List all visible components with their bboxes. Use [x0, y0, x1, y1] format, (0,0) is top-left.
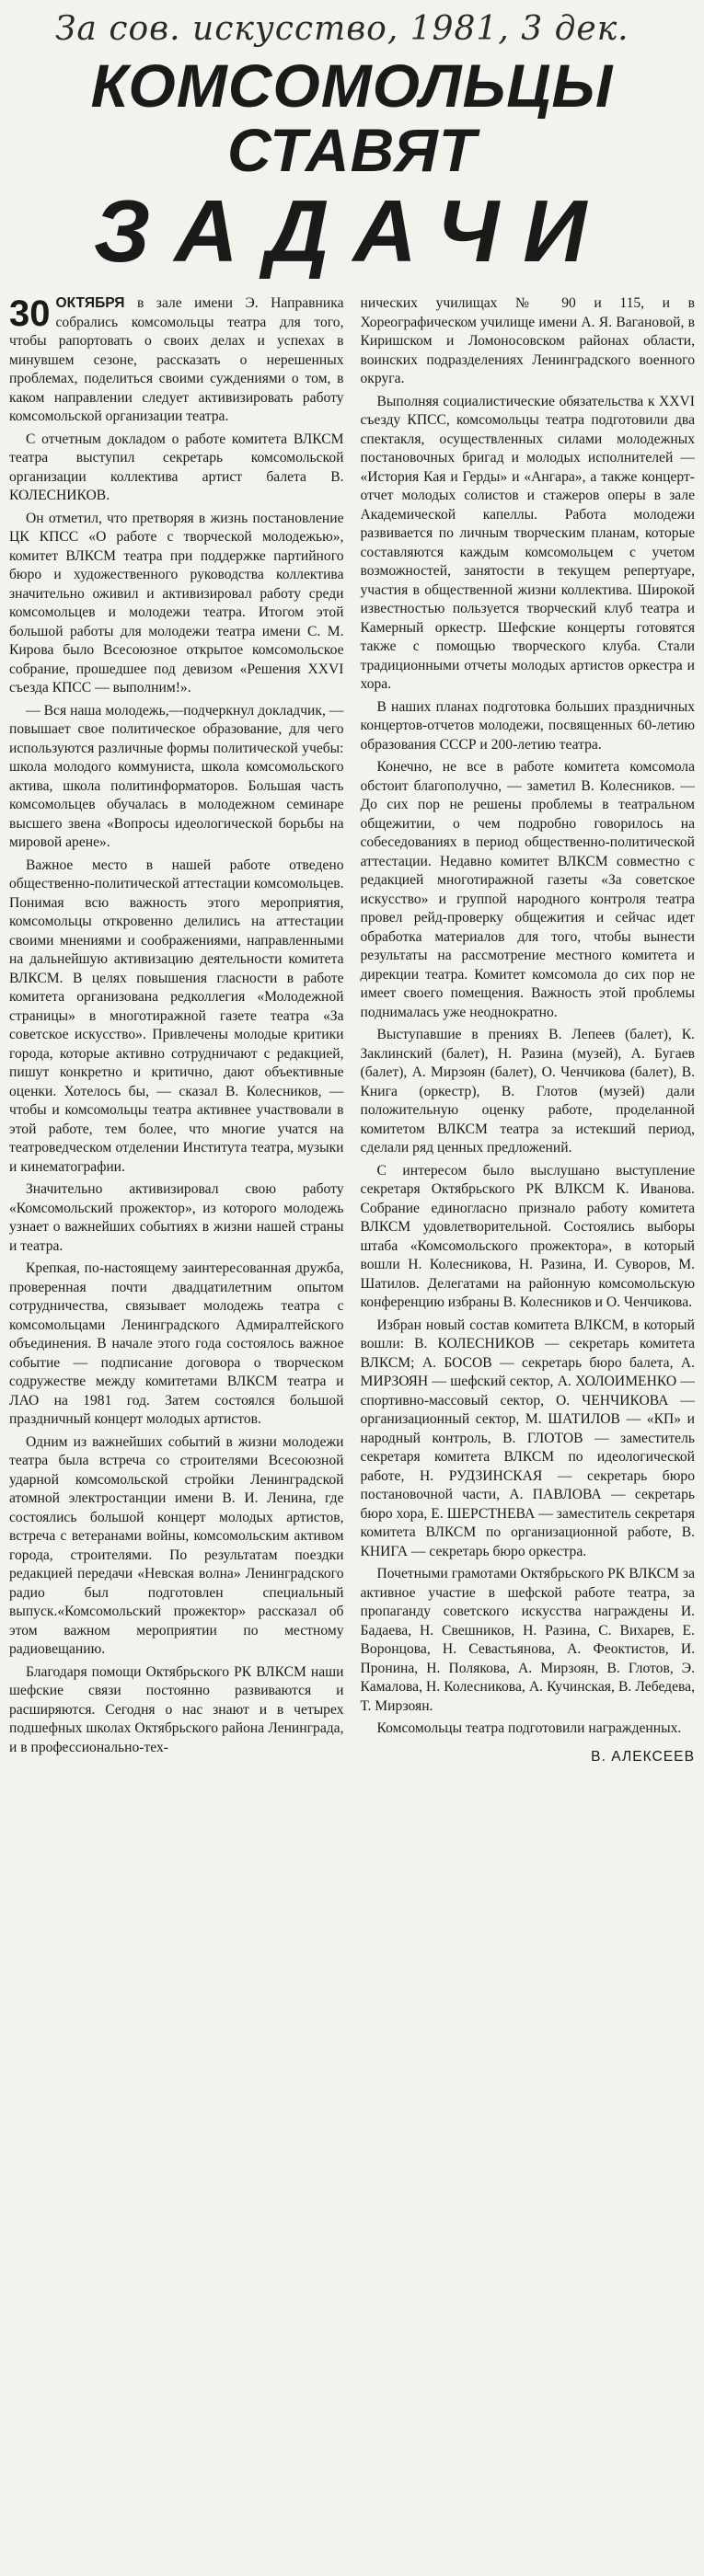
article-paragraph: Важное место в нашей работе отведено общественно-политической аттестации комсомольцев. Понимая всю важность этого мероприятия, комсомольцы откровенно делились на аттестации своими мнениями и соображениями, направленными на дальнейшую активизацию деятельности комитета ВЛКСМ. В целях повышения гласности в работе комитета организована редколлегия «Молодежной страницы» в многотиражной газете театра «За советское искусство». Привлечены молодые критики города, которые активно сотрудничают с редакцией, пишут конкретно и критично, дают объективные оценки. Хотелось бы, — сказал В. Колесников, — чтобы и комсомольцы театра активнее участвовали в этой работе, тем более, что многие учатся на театроведческом отделении Института театра, музыки и кинематографии. [9, 857, 344, 1175]
article-paragraph: С отчетным докладом о работе комитета ВЛКСМ театра выступил секретарь комсомольской организации коллектива артист балета В. КОЛЕСНИКОВ. [9, 431, 344, 503]
article-paragraph: Выступавшие в прениях В. Лепеев (балет), К. Заклинский (балет), Н. Разина (музей), А. Бугаев (балет), А. Мирзоян (балет), О. Ченчикова (балет), В. Книга (оркестр), В. Глотов (музей) дали положительную оценку работе, проделанной комитетом ВЛКСМ театра за истекший период, сделали ряд ценных предложений. [360, 1027, 695, 1156]
paragraph-text: в зале имени Э. Направника собрались комсомольцы театра для того, чтобы рапортовать о своих делах и успехах в минувшем сезоне, рассказать о нерешенных проблемах, поделиться своими суждениями о том, в каком направлении следует активизировать работу комсомольской организации театра. [9, 295, 344, 424]
article-paragraph: Благодаря помощи Октябрьского РК ВЛКСМ наши шефские связи постоянно развиваются и расширяются. Сегодня о нас знают и в четырех подшефных школах Октябрьского района Ленинграда, и в профессионально-тех- [9, 1663, 344, 1755]
article-paragraph: С интересом было выслушано выступление секретаря Октябрьского РК ВЛКСМ К. Иванова. Собрание единогласно признало работу комитета ВЛКСМ удовлетворительной. Состоялись выборы штаба «Комсомольского прожектора», в который вошли Н. Колесникова, Н. Разина, И. Суворов, М. Шатилов. Делегатами на районную комсомольскую конференцию избраны В. Колесников и О. Ченчикова. [360, 1162, 695, 1310]
article-column-right [361, 294, 696, 1766]
article-paragraph: Он отметил, что претворяя в жизнь постановление ЦК КПСС «О работе с творческой молодежью», комитет ВЛКСМ театра при поддержке партийного бюро и художественного руководства коллектива значительно оживил и активизировал работу среди комсомольцев и молодежи театра. Итогом этой большой работы для молодежи театра имени С. М. Кирова было Всесоюзное открытое комсомольское собрание, прошедшее под девизом «Решения XXVI съезда КПСС — выполним!». [9, 510, 344, 696]
article-paragraph: нических училищах № 90 и 115, и в Хореографическом училище имени А. Я. Вагановой, в Киришском и Ломоносовском районах области, воинских подразделениях Ленинградского военного округа. [360, 295, 695, 386]
author-signature: В. АЛЕКСЕЕВ [591, 1748, 695, 1765]
article-paragraph: Значительно активизировал свою работу «Комсомольский прожектор», из которого молодежь узнает о важнейших событиях в жизни нашей страны и театра. [9, 1181, 344, 1254]
article-paragraph: — Вся наша молодежь,—подчеркнул докладчик, — повышает свое политическое образование, для чего используются различные формы политической учебы: школа молодого коммуниста, школа комсомольского актива, школа политинформаторов. Большая часть комсомольцев обучалась в молодежном семинаре высшего звена «Вопросы идеологической борьбы на мировой арене». [9, 702, 344, 850]
handwritten-note: За сов. искусство, 1981, 3 дек. [55, 10, 629, 48]
headline-line-1: КОМСОМОЛЬЦЫ СТАВЯТ [90, 52, 614, 184]
article-paragraph [9, 294, 344, 427]
article-body [9, 294, 695, 1766]
article-paragraph: Избран новый состав комитета ВЛКСМ, в который вошли: В. КОЛЕСНИКОВ — секретарь комитета ВЛКСМ; А. БОСОВ — секретарь бюро балета, А. МИРЗОЯН — шефский сектор, А. ХОЛОИМЕНКО — спортивно-массовый сектор, О. ЧЕНЧИКОВА — организационный сектор, М. ШАТИЛОВ — «КП» и народный контроль, В. ГЛОТОВ — заместитель секретаря комитета ВЛКСМ по идеологической работе, Н. РУДЗИНСКАЯ — секретарь бюро постановочной части, А. ПАВЛОВА — секретарь бюро хора, Е. ШЕРСТНЕВА — заместитель секретаря комитета ВЛКСМ по организационной работе, В. КНИГА — секретарь бюро оркестра. [360, 1317, 695, 1559]
date-day: 30 [9, 293, 51, 334]
article-paragraph: Крепкая, по-настоящему заинтересованная дружба, проверенная почти двадцатилетним опытом сотрудничества, связывает молодежь театра с комсомольцами Ленинградского Адмиралтейского объединения. В начале этого года состоялось важное событие — подписание договора о творческом содружестве между комитетами ВЛКСМ театра и ЛАО на 1981 год. Затем состоялся большой праздничный концерт молодых артистов. [9, 1260, 344, 1427]
article-column-left [9, 294, 344, 1766]
headline-line-2: ЗАДАЧИ [93, 182, 611, 281]
article-paragraph: Комсомольцы театра подготовили награжденных. [376, 1720, 682, 1736]
article-paragraph: В наших планах подготовка больших праздничных концертов-отчетов молодежи, посвященных 60-летию образования СССР и 200-летию театра. [360, 698, 695, 753]
article-paragraph: Почетными грамотами Октябрьского РК ВЛКСМ за активное участие в шефской работе театра, за пропаганду советского искусства награждены И. Бадаева, Н. Свешников, Н. Разина, С. Вихарев, Е. Воронцова, Н. Севастьянова, А. Феоктистов, И. Пронина, Н. Полякова, А. Мирзоян, В. Глотов, Э. Камалова, Н. Колесникова, А. Кучинская, В. Лебедева, Т. Мирзоян. [360, 1566, 695, 1714]
article-paragraph: Конечно, не все в работе комитета комсомола обстоит благополучно, — заметил В. Колесников. — До сих пор не решены проблемы в театральном общежитии, о чем подробно говорилось на собеседованиях в период общественно-политической аттестации. Недавно комитет ВЛКСМ совместно с редакцией многотиражной газеты «За советское искусство» и группой народного контроля театра провел рейд-проверку общежития и сейчас идет обработка материалов для того, чтобы вынести результаты на рассмотрение местного комитета и дирекции театра. Комитет комсомола до сих пор не имеет своего помещения. Важность этой проблемы поднималась уже неоднократно. [360, 759, 695, 1020]
date-month: ОКТЯБРЯ [55, 295, 125, 311]
article-paragraph: Выполняя социалистические обязательства к XXVI съезду КПСС, комсомольцы театра подготовили два спектакля, осуществленных силами молодежных постановочных бригад и молодых исполнителей — «История Кая и Герды» и «Ангара», а также концерт-отчет молодых солистов и стажеров оперы в зале Академической капеллы. Работа молодежи развивается по личным творческим планам, которые составляются каждым комсомольцем с учетом возможностей, занятости в текущем репертуаре, участия в общественной жизни коллектива. Широкой известностью пользуется творческий клуб театра и Камерный оркестр. Шефские концерты готовятся также с помощью творческого клуба. Стали традиционными отчеты молодых артистов оркестра и хора. [360, 393, 695, 692]
article-paragraph: Одним из важнейших событий в жизни молодежи театра была встреча со строителями Всесоюзной ударной комсомольской стройки Ленинградской атомной электростанции имени В. И. Ленина, где состоялись большой концерт молодых артистов, встреча с ветеранами войны, комсомольским активом города, строителями. По результатам поездки редакцией передачи «Невская волна» Ленинградского радио был подготовлен специальный выпуск.«Комсомольский прожектор» рассказал об этом важном мероприятии по местному радиовещанию. [9, 1433, 344, 1657]
